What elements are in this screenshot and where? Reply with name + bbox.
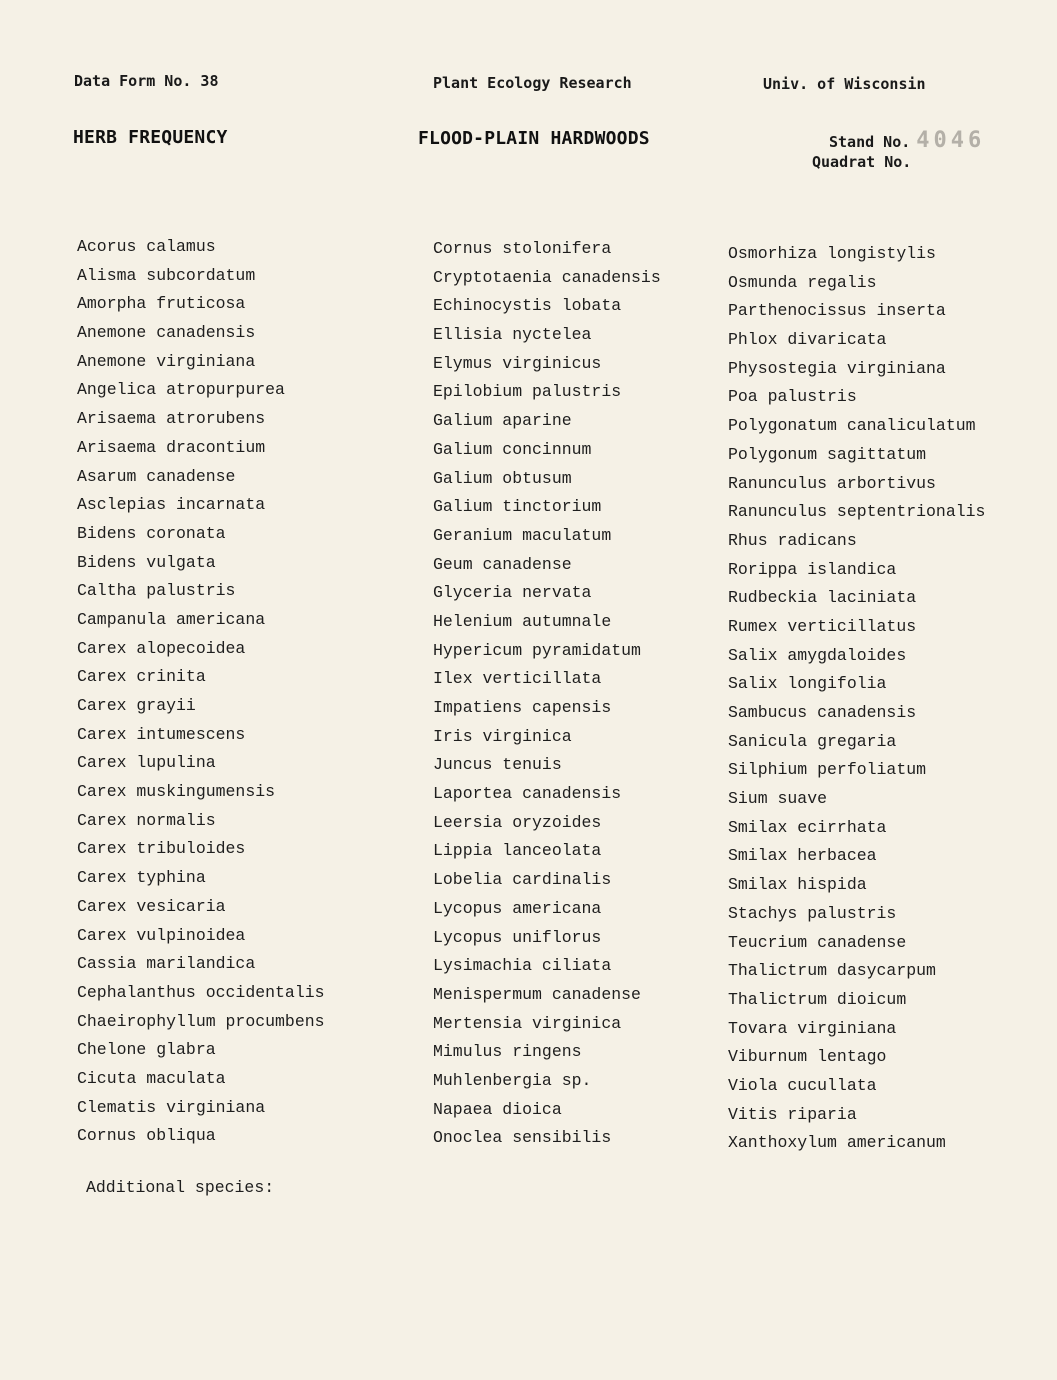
species-item: Cornus obliqua [77, 1126, 216, 1146]
species-item: Xanthoxylum americanum [728, 1133, 946, 1153]
species-item: Rorippa islandica [728, 559, 897, 579]
species-item: Carex crinita [77, 667, 206, 687]
species-item: Physostegia virginiana [728, 358, 946, 378]
species-item: Osmorhiza longistylis [728, 244, 936, 263]
species-item: Iris virginica [433, 726, 572, 746]
species-item: Tovara virginiana [728, 1018, 897, 1038]
species-item: Elymus virginicus [433, 353, 602, 373]
species-item: Ilex verticillata [433, 669, 602, 689]
species-item: Angelica atropurpurea [77, 380, 285, 400]
species-item: Salix amygdaloides [728, 645, 907, 665]
species-item: Carex intumescens [77, 724, 246, 744]
species-item: Cassia marilandica [77, 954, 256, 974]
species-item: Bidens coronata [77, 523, 226, 543]
species-item: Chelone glabra [77, 1040, 216, 1060]
species-item: Lycopus uniflorus [433, 927, 602, 947]
species-item: Viola cucullata [728, 1075, 877, 1095]
stand-number [829, 128, 985, 153]
species-item: Mertensia virginica [433, 1013, 622, 1033]
species-item: Arisaema dracontium [77, 437, 266, 457]
species-item: Ranunculus arbortivus [728, 473, 936, 493]
species-column-3 [728, 240, 985, 1158]
species-item: Carex lupulina [77, 753, 216, 773]
species-item: Thalictrum dioicum [728, 989, 907, 1009]
species-item: Cryptotaenia canadensis [433, 267, 661, 287]
species-item: Acorus calamus [77, 237, 216, 256]
species-item: Anemone virginiana [77, 351, 256, 371]
stand-value-stamp: 4046 [916, 128, 986, 153]
species-item: Epilobium palustris [433, 382, 622, 402]
species-item: Salix longifolia [728, 674, 887, 694]
species-item: Rumex verticillatus [728, 616, 917, 636]
species-item: Campanula americana [77, 609, 266, 629]
form-title: HERB FREQUENCY [73, 127, 228, 148]
species-item: Sium suave [728, 789, 828, 809]
species-item: Osmunda regalis [728, 272, 877, 292]
species-item: Rudbeckia laciniata [728, 588, 917, 608]
species-item: Lysimachia ciliata [433, 956, 612, 976]
species-item: Smilax ecirrhata [728, 817, 887, 837]
species-item: Geum canadense [433, 554, 572, 574]
species-item: Carex normalis [77, 810, 216, 830]
form-number: Data Form No. 38 [74, 72, 219, 90]
species-item: Mimulus ringens [433, 1042, 582, 1062]
species-item: Polygonum sagittatum [728, 444, 927, 464]
species-item: Galium tinctorium [433, 497, 602, 517]
species-item: Asarum canadense [77, 466, 236, 486]
species-item: Galium concinnum [433, 439, 592, 459]
species-item: Carex alopecoidea [77, 638, 246, 658]
species-item: Leersia oryzoides [433, 812, 602, 832]
species-item: Bidens vulgata [77, 552, 216, 572]
species-item: Amorpha fruticosa [77, 294, 246, 314]
species-item: Cornus stolonifera [433, 239, 612, 258]
species-item: Sambucus canadensis [728, 703, 917, 722]
species-item: Carex typhina [77, 868, 206, 888]
species-item: Asclepias incarnata [77, 495, 266, 515]
species-item: Galium obtusum [433, 468, 572, 488]
species-column-2 [433, 235, 661, 1153]
species-item: Thalictrum dasycarpum [728, 961, 936, 981]
species-item: Viburnum lentago [728, 1047, 887, 1067]
species-item: Geranium maculatum [433, 525, 612, 545]
species-item: Juncus tenuis [433, 755, 562, 775]
species-item: Carex muskingumensis [77, 782, 276, 802]
species-item: Onoclea sensibilis [433, 1128, 612, 1148]
species-item: Caltha palustris [77, 581, 236, 601]
species-item: Echinocystis lobata [433, 296, 622, 316]
species-item: Sanicula gregaria [728, 731, 897, 751]
species-item: Hypericum pyramidatum [433, 640, 641, 660]
species-item: Carex tribuloides [77, 839, 246, 859]
species-item: Carex grayii [77, 696, 196, 715]
species-item: Ranunculus septentrionalis [728, 502, 986, 522]
species-item: Vitis riparia [728, 1104, 857, 1124]
stand-label: Stand No. [829, 133, 911, 151]
species-item: Polygonatum canaliculatum [728, 416, 976, 436]
university: Univ. of Wisconsin [763, 75, 926, 93]
additional-species-label: Additional species: [86, 1178, 275, 1197]
species-item: Muhlenbergia sp. [433, 1070, 592, 1090]
species-item: Laportea canadensis [433, 784, 622, 804]
species-item: Helenium autumnale [433, 611, 612, 631]
species-item: Rhus radicans [728, 530, 857, 550]
community-type: FLOOD-PLAIN HARDWOODS [418, 128, 650, 149]
species-item: Lycopus americana [433, 898, 602, 918]
species-item: Carex vesicaria [77, 896, 226, 916]
organization: Plant Ecology Research [433, 74, 632, 92]
species-item: Napaea dioica [433, 1099, 562, 1119]
species-item: Cephalanthus occidentalis [77, 982, 325, 1002]
quadrat-number: Quadrat No. [812, 153, 912, 171]
species-item: Alisma subcordatum [77, 265, 256, 285]
species-item: Stachys palustris [728, 903, 897, 923]
species-item: Phlox divaricata [728, 330, 887, 350]
species-item: Smilax hispida [728, 875, 867, 895]
species-item: Glyceria nervata [433, 583, 592, 603]
species-item: Arisaema atrorubens [77, 409, 266, 429]
species-item: Lippia lanceolata [433, 841, 602, 861]
species-item: Impatiens capensis [433, 698, 612, 717]
species-item: Menispermum canadense [433, 984, 641, 1004]
species-item: Galium aparine [433, 411, 572, 431]
species-item: Clematis virginiana [77, 1097, 266, 1117]
species-item: Carex vulpinoidea [77, 925, 246, 945]
species-column-1 [77, 233, 325, 1151]
species-item: Chaeirophyllum procumbens [77, 1011, 325, 1031]
species-item: Parthenocissus inserta [728, 301, 946, 321]
species-item: Cicuta maculata [77, 1068, 226, 1088]
species-item: Poa palustris [728, 387, 857, 407]
species-item: Silphium perfoliatum [728, 760, 927, 780]
species-item: Teucrium canadense [728, 932, 907, 952]
species-item: Smilax herbacea [728, 846, 877, 866]
species-item: Ellisia nyctelea [433, 325, 592, 345]
species-item: Anemone canadensis [77, 323, 256, 343]
species-item: Lobelia cardinalis [433, 870, 612, 890]
